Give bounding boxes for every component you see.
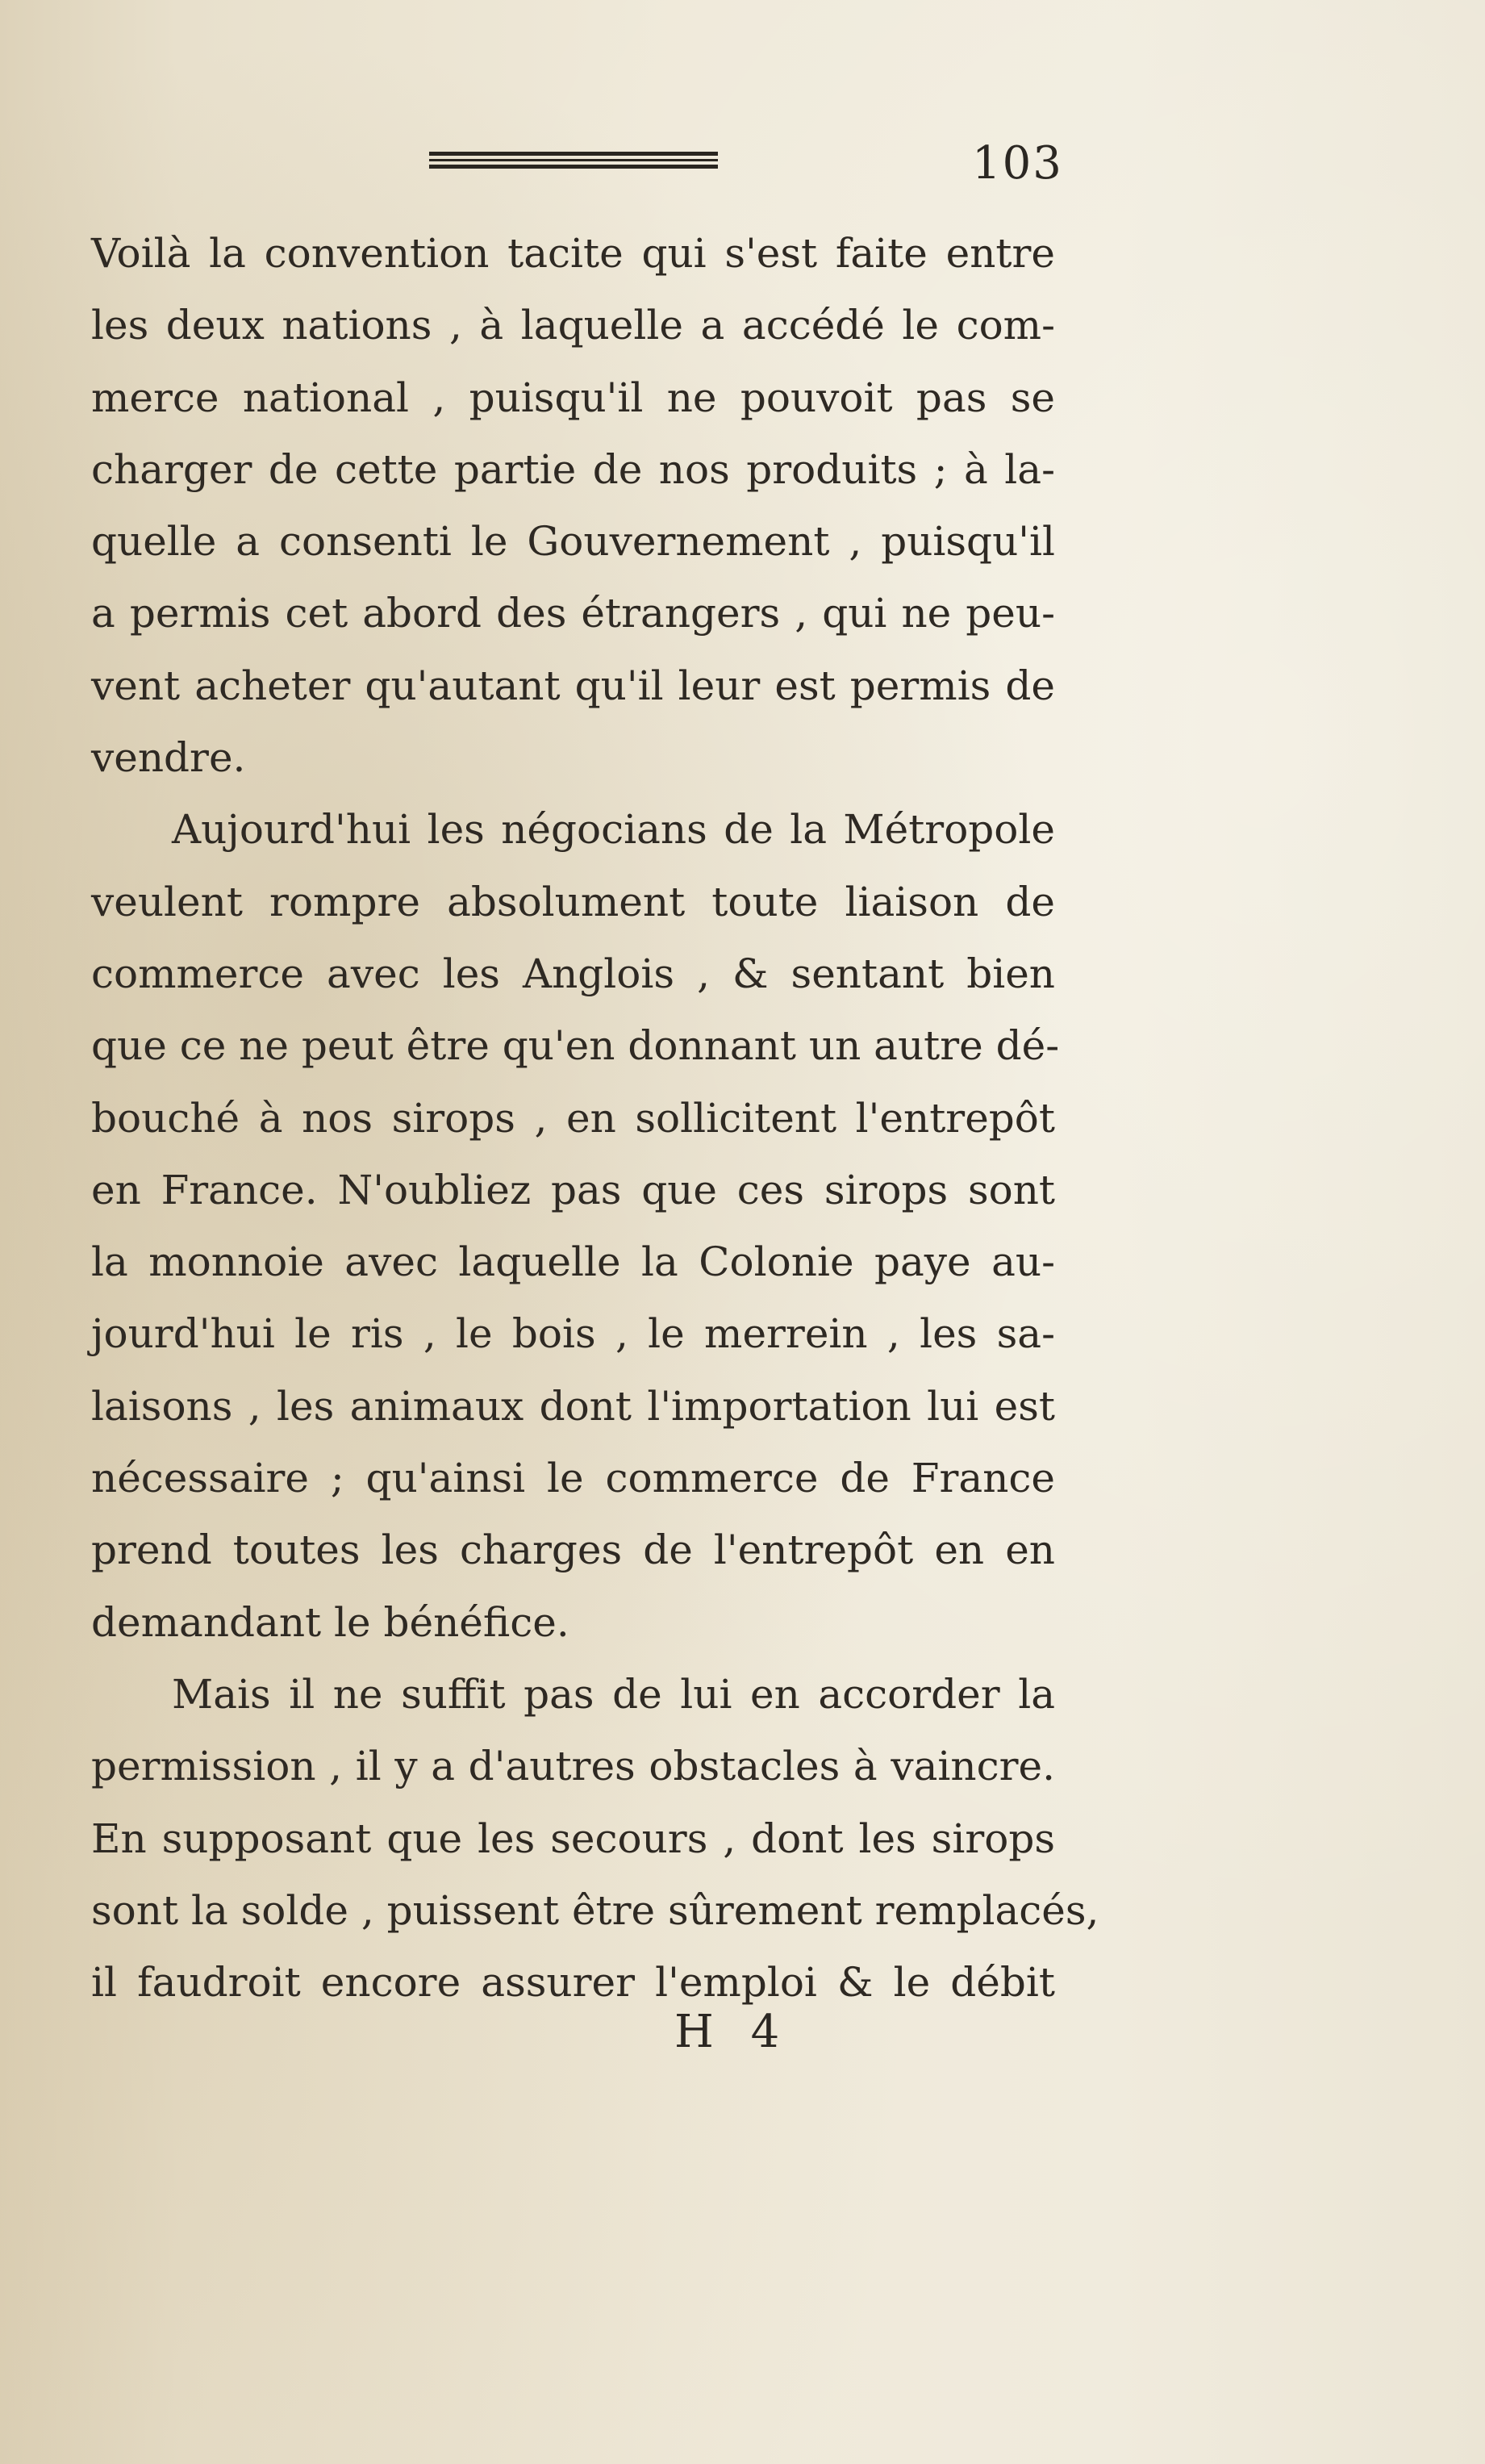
text-line-paragraph-end: vendre. xyxy=(91,734,246,782)
text-line: commerce avec les Anglois , & sentant bien xyxy=(91,950,1055,997)
text-line: prend toutes les charges de l'entrepôt en en xyxy=(91,1526,1055,1574)
text-line-paragraph-end: demandant le bénéfice. xyxy=(91,1598,569,1646)
body-text xyxy=(91,218,1099,2019)
rule-line-thick-top xyxy=(429,152,718,156)
text-line: a permis cet abord des étrangers , qui ne peu- xyxy=(91,590,1055,637)
text-line: Voilà la convention tacite qui s'est faite entre xyxy=(91,230,1055,277)
text-line: les deux nations , à laquelle a accédé le com- xyxy=(91,302,1055,349)
text-line: que ce ne peut être qu'en donnant un autre dé- xyxy=(91,1022,1060,1070)
text-line: charger de cette partie de nos produits ; à la- xyxy=(91,445,1055,493)
text-line: bouché à nos sirops , en sollicitent l'entrepôt xyxy=(91,1094,1055,1142)
text-line: permission , il y a d'autres obstacles à vaincre. xyxy=(91,1743,1055,1790)
text-line: il faudroit encore assurer l'emploi & le débit xyxy=(91,1959,1055,2007)
text-line: la monnoie avec laquelle la Colonie paye au- xyxy=(91,1238,1055,1286)
header-rule xyxy=(429,152,718,169)
text-line: veulent rompre absolument toute liaison de xyxy=(91,878,1055,925)
text-line: vent acheter qu'autant qu'il leur est permis de xyxy=(91,662,1055,709)
page-number: 103 xyxy=(972,137,1063,190)
text-line: jourd'hui le ris , le bois , le merrein , les sa- xyxy=(91,1310,1055,1358)
text-line: merce national , puisqu'il ne pouvoit pas se xyxy=(91,374,1055,421)
text-line: sont la solde , puissent être sûrement remplacés, xyxy=(91,1886,1099,1934)
page-header xyxy=(0,137,1485,190)
text-line: nécessaire ; qu'ainsi le commerce de France xyxy=(91,1455,1055,1502)
text-line: quelle a consenti le Gouvernement , puisqu'il xyxy=(91,518,1055,566)
text-line: laisons , les animaux dont l'importation lui est xyxy=(91,1382,1055,1430)
text-line: en France. N'oubliez pas que ces sirops sont xyxy=(91,1166,1055,1213)
text-line: En supposant que les secours , dont les sirops xyxy=(91,1815,1055,1862)
text-line-paragraph-start: Aujourd'hui les négocians de la Métropole xyxy=(172,806,1055,854)
signature-mark: H 4 xyxy=(674,2006,791,2058)
text-line-paragraph-start: Mais il ne suffit pas de lui en accorder la xyxy=(172,1670,1055,1718)
rule-line-thick-bottom xyxy=(429,165,718,169)
rule-line-thin xyxy=(429,159,718,161)
